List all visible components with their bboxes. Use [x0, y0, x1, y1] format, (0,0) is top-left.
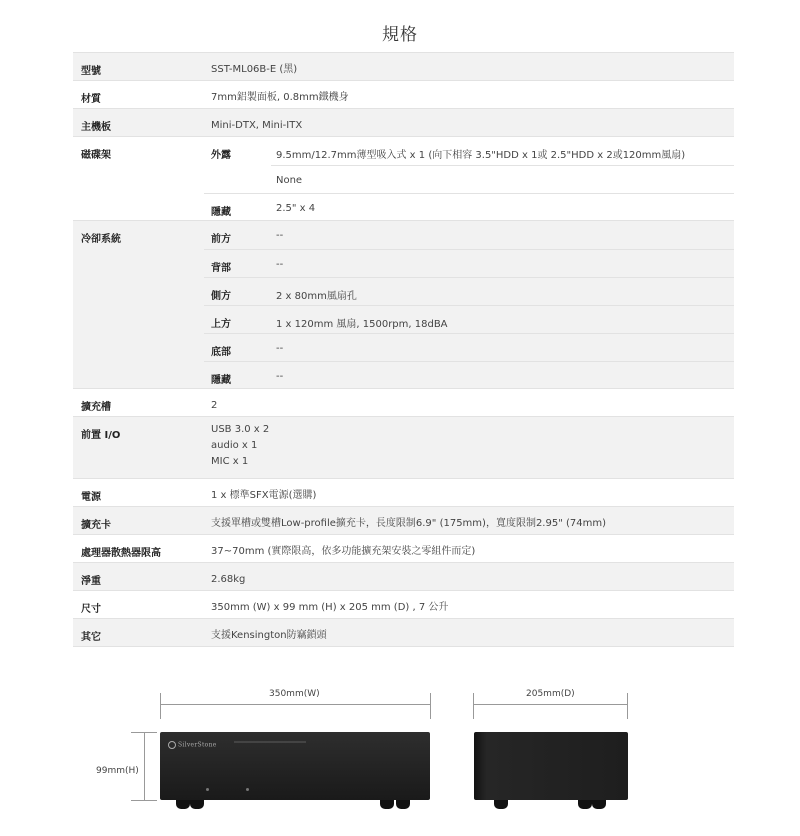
spec-row-material [73, 80, 734, 108]
depth-tick-left [473, 693, 474, 719]
spec-row-front-io [73, 416, 734, 478]
spec-label: 型號 [81, 66, 101, 77]
height-dimension-line [144, 732, 145, 801]
spec-subvalue: 9.5mm/12.7mm薄型吸入式 x 1 (向下相容 3.5"HDD x 1或 2.5"HDD x 2或120mm風扇) [276, 150, 686, 161]
spec-sublabel: 隱藏 [211, 207, 231, 218]
width-tick-left [160, 693, 161, 719]
spec-label: 其它 [81, 632, 101, 643]
spec-row-net-weight [73, 562, 734, 590]
cooling-front [204, 221, 734, 249]
case-foot [396, 800, 410, 809]
spec-label: 磁碟架 [81, 150, 111, 161]
spec-label: 淨重 [81, 576, 101, 587]
spec-value: 支援單槽或雙槽Low-profile擴充卡，長度限制6.9" (175mm)，寬度限制2.95" (74mm) [211, 518, 606, 529]
spec-subvalue: 2.5" x 4 [276, 203, 316, 214]
spec-value: SST-ML06B-E (黑) [211, 64, 298, 75]
spec-row-expansion-card [73, 506, 734, 534]
spec-label: 尺寸 [81, 604, 101, 615]
spec-label: 擴充卡 [81, 520, 111, 531]
power-led [206, 788, 209, 791]
spec-sublabel: 背部 [211, 263, 231, 274]
spec-row-other [73, 618, 734, 646]
spec-subvalue: -- [276, 259, 284, 270]
logo-text: SilverStone [178, 741, 217, 749]
spec-value: 2.68kg [211, 574, 246, 585]
depth-tick-right [627, 693, 628, 719]
front-io-line: audio x 1 [211, 440, 258, 451]
depth-dimension-label: 205mm(D) [526, 689, 575, 699]
spec-row-dimensions [73, 590, 734, 618]
case-side-view [474, 732, 628, 800]
cooling-top [204, 305, 734, 333]
silverstone-logo [168, 741, 217, 749]
spec-subvalue: -- [276, 230, 284, 241]
spec-label: 材質 [81, 94, 101, 105]
spec-value: 支援Kensington防竊鎖頭 [211, 630, 327, 641]
spec-value: 350mm (W) x 99 mm (H) x 205 mm (D) , 7 公升 [211, 602, 449, 613]
spec-value: 2 [211, 400, 218, 411]
case-foot [176, 800, 190, 809]
spec-label: 主機板 [81, 122, 111, 133]
drive-bay-internal [204, 193, 734, 221]
case-foot [190, 800, 204, 809]
spec-sublabel: 外露 [211, 150, 231, 161]
drive-bay-external-2 [271, 165, 734, 193]
spec-row-model [73, 52, 734, 80]
width-dimension-line [160, 704, 431, 705]
spec-table [73, 52, 734, 646]
spec-label: 處理器散熱器限高 [81, 548, 161, 559]
case-foot [592, 800, 606, 809]
case-foot [380, 800, 394, 809]
dimension-diagram [0, 660, 800, 836]
spec-subvalue: -- [276, 343, 284, 354]
spec-subvalue: 1 x 120mm 風扇, 1500rpm, 18dBA [276, 319, 448, 330]
front-io-line: MIC x 1 [211, 456, 249, 467]
spec-value: 1 x 標準SFX電源(選購) [211, 490, 317, 501]
case-front-view [160, 732, 430, 800]
drive-bay-external [204, 137, 734, 165]
front-io-line: USB 3.0 x 2 [211, 424, 270, 435]
spec-sublabel: 側方 [211, 291, 231, 302]
width-dimension-label: 350mm(W) [269, 689, 320, 699]
hdd-led [246, 788, 249, 791]
cooling-hidden [204, 361, 734, 389]
spec-row-drive-bays [73, 136, 734, 220]
spec-value: 7mm鋁製面板, 0.8mm鐵機身 [211, 92, 349, 103]
spec-subvalue: None [276, 175, 303, 186]
spec-label: 擴充槽 [81, 402, 111, 413]
spec-value [211, 422, 269, 470]
page-title: 規格 [382, 25, 418, 45]
spec-subvalue: 2 x 80mm風扇孔 [276, 291, 357, 302]
spec-row-cooling [73, 220, 734, 388]
spec-row-cpu-cooler [73, 534, 734, 562]
depth-dimension-line [473, 704, 628, 705]
spec-row-psu [73, 478, 734, 506]
spec-sublabel: 上方 [211, 319, 231, 330]
table-bottom-border [73, 646, 734, 647]
spec-sublabel: 隱藏 [211, 375, 231, 386]
case-foot [494, 800, 508, 809]
cooling-rear [204, 249, 734, 277]
spec-value: Mini-DTX, Mini-ITX [211, 120, 303, 131]
snowflake-icon [168, 741, 176, 749]
spec-row-motherboard [73, 108, 734, 136]
spec-sublabel: 底部 [211, 347, 231, 358]
spec-value: 37~70mm (實際限高，依多功能擴充架安裝之零組件而定) [211, 546, 476, 557]
spec-sublabel: 前方 [211, 234, 231, 245]
cooling-side [204, 277, 734, 305]
spec-row-expansion-slots [73, 388, 734, 416]
case-foot [578, 800, 592, 809]
width-tick-right [430, 693, 431, 719]
cooling-bottom [204, 333, 734, 361]
optical-drive-slot [234, 741, 306, 743]
height-dimension-label: 99mm(H) [96, 766, 139, 776]
spec-subvalue: -- [276, 371, 284, 382]
spec-label: 冷卻系統 [81, 234, 121, 245]
spec-label: 前置 I/O [81, 430, 121, 441]
spec-label: 電源 [81, 492, 101, 503]
